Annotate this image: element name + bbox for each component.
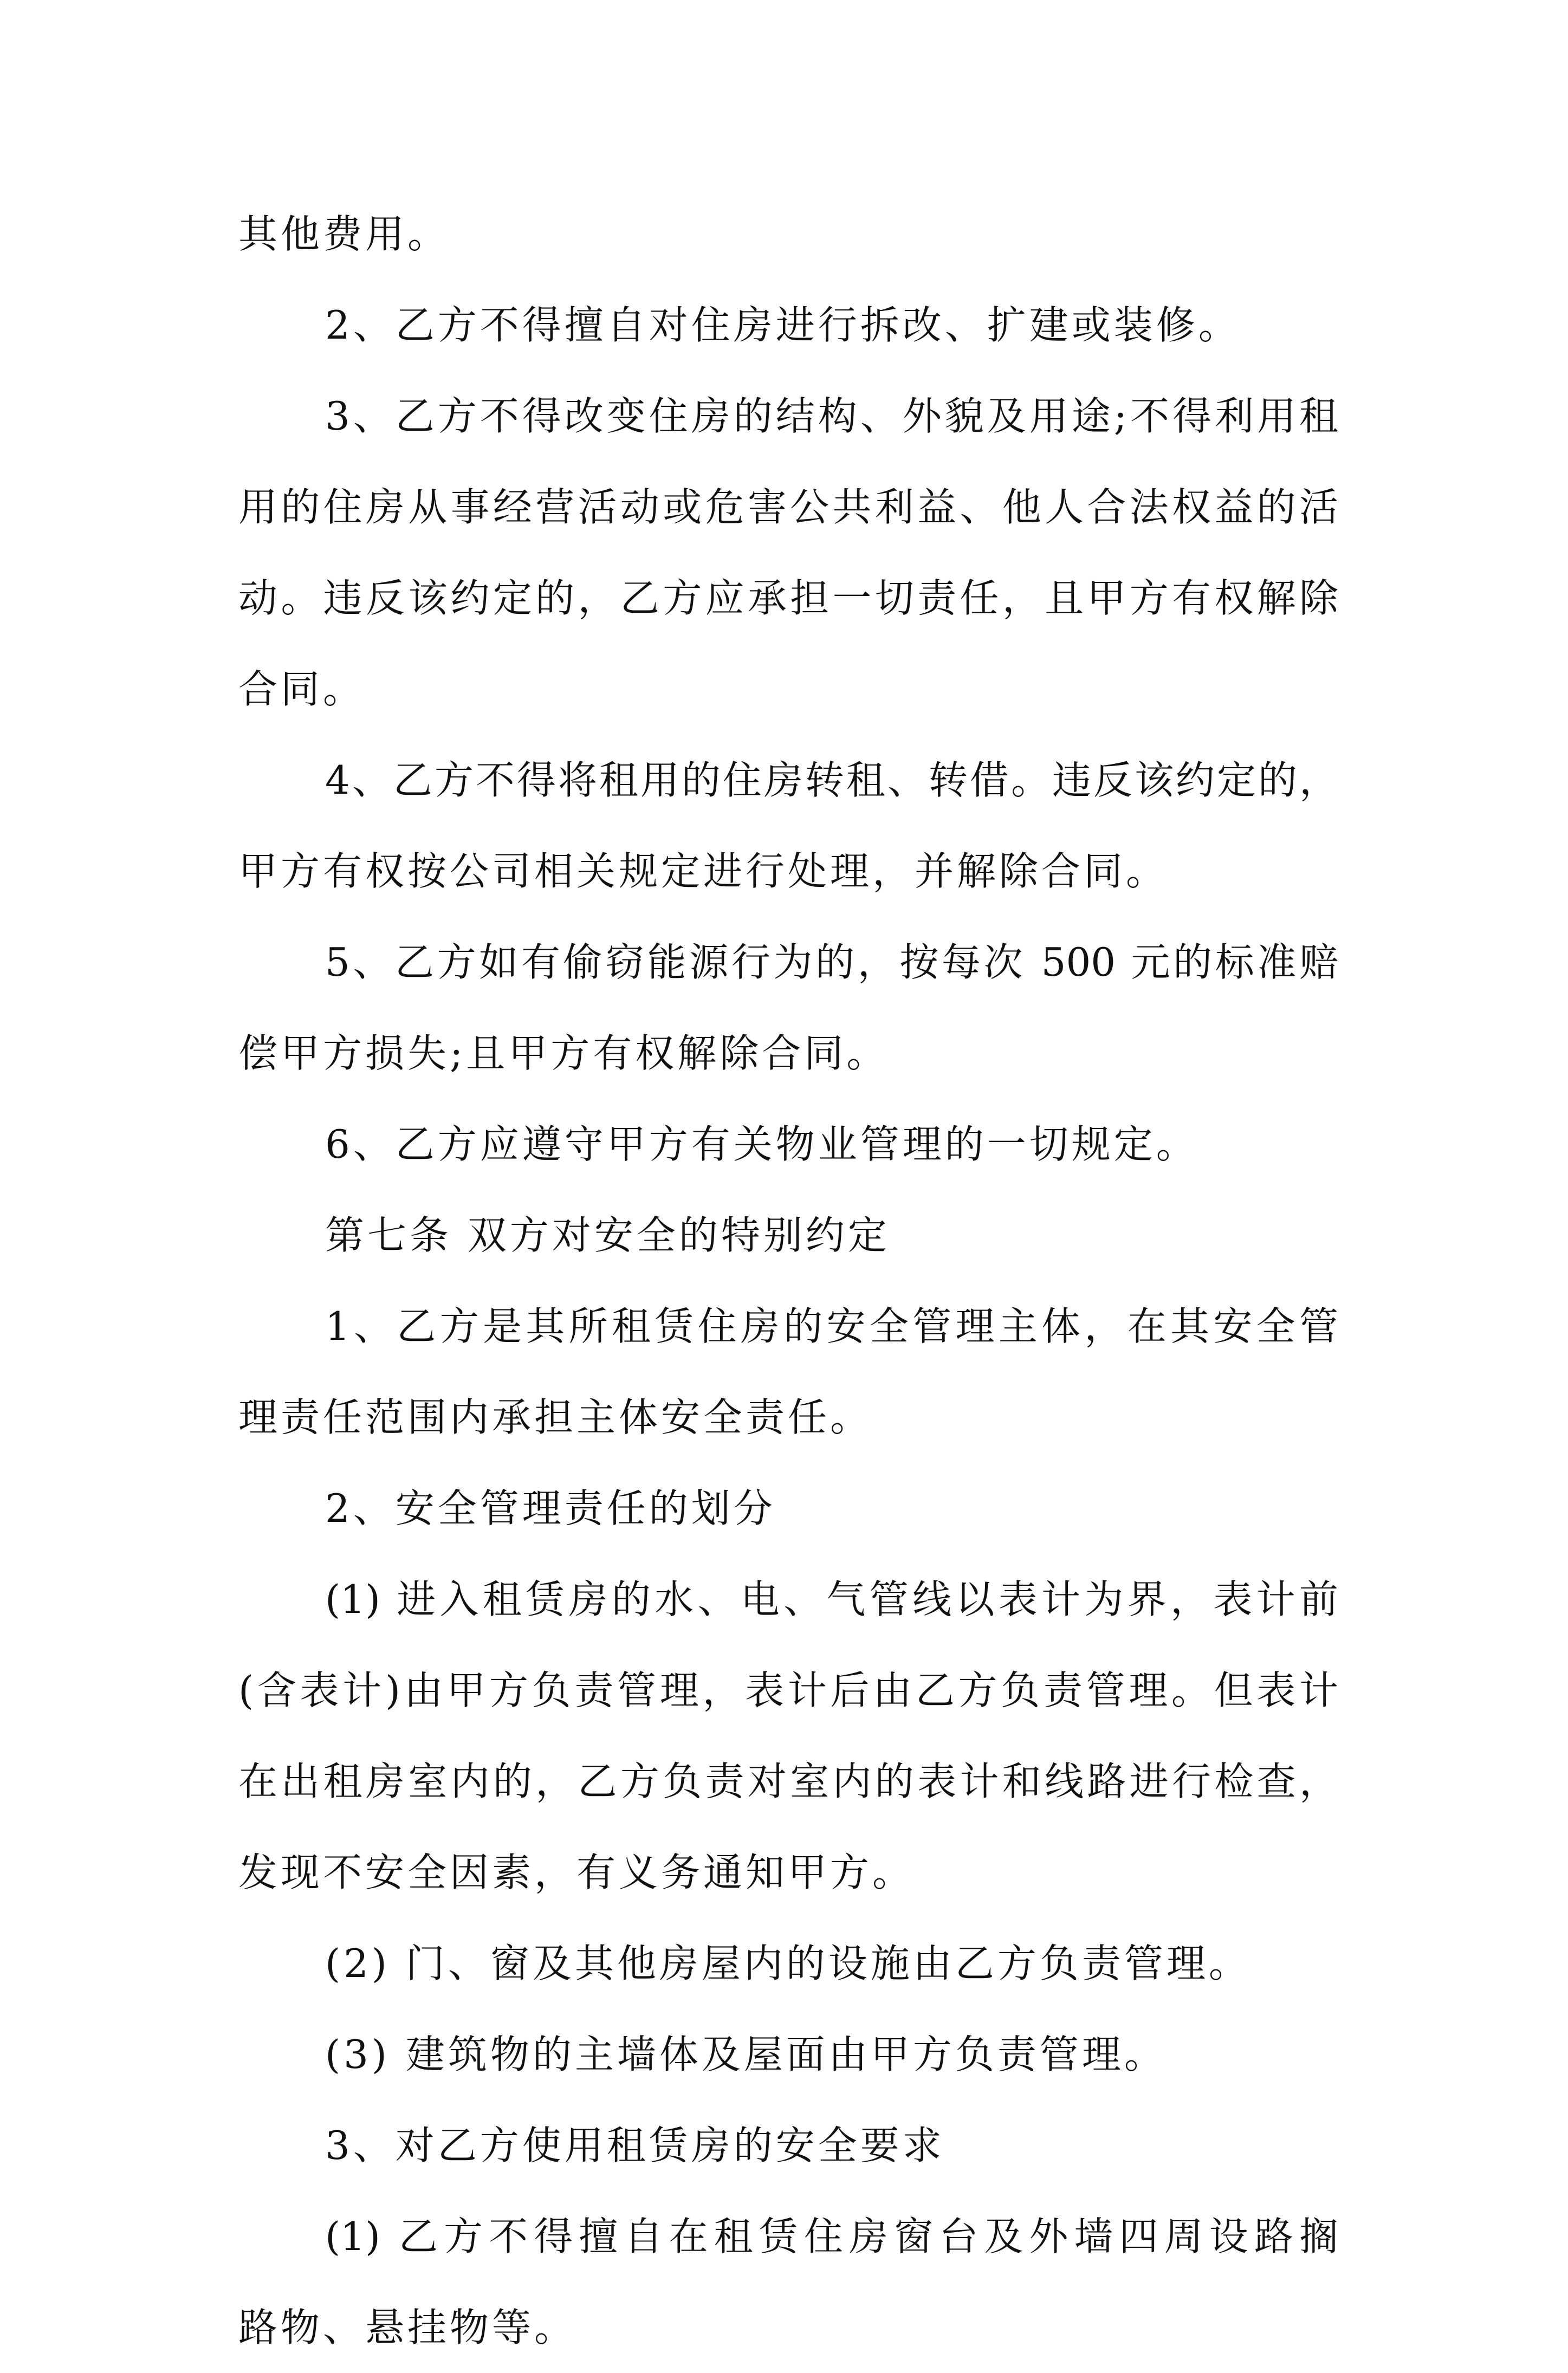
paragraph-line: 6、乙方应遵守甲方有关物业管理的一切规定。 [325,1121,1198,1167]
section-heading: 第七条 双方对安全的特别约定 [325,1213,890,1258]
paragraph-line: 理责任范围内承担主体安全责任。 [238,1395,873,1440]
paragraph-line: 甲方有权按公司相关规定进行处理，并解除合同。 [238,848,1169,894]
paragraph-line: 2、安全管理责任的划分 [325,1486,776,1531]
paragraph-line: 3、乙方不得改变住房的结构、外貌及用途;不得利用租 [325,393,1338,439]
paragraph-line: 路物、悬挂物等。 [238,2305,577,2350]
document-body [238,189,1338,2373]
paragraph-line: 2、乙方不得擅自对住房进行拆改、扩建或装修。 [325,302,1241,348]
paragraph-line: 3、对乙方使用租赁房的安全要求 [325,2123,945,2168]
paragraph-line: (2) 门、窗及其他房屋内的设施由乙方负责管理。 [325,1941,1251,1986]
paragraph-line: 4、乙方不得将租用的住房转租、转借。违反该约定的， [325,757,1338,803]
paragraph-line: 发现不安全因素，有义务通知甲方。 [238,1850,915,1895]
paragraph-line: 合同。 [238,666,366,712]
paragraph-line: 在出租房室内的，乙方负责对室内的表计和线路进行检查， [238,1759,1338,1804]
paragraph-line: 偿甲方损失;且甲方有权解除合同。 [238,1030,889,1076]
paragraph-line: 其他费用。 [238,211,450,257]
paragraph-line: 1、乙方是其所租赁住房的安全管理主体，在其安全管 [325,1304,1338,1349]
paragraph-line: 5、乙方如有偷窃能源行为的，按每次 500 元的标准赔 [325,939,1338,985]
paragraph-line: (1) 进入租赁房的水、电、气管线以表计为界，表计前 [325,1577,1338,1622]
paragraph-line: (1) 乙方不得擅自在租赁住房窗台及外墙四周设路搁 [325,2214,1338,2259]
paragraph-line: (3) 建筑物的主墙体及屋面由甲方负责管理。 [325,2032,1167,2077]
paragraph-line: 动。违反该约定的，乙方应承担一切责任，且甲方有权解除 [238,575,1338,621]
paragraph-line: (含表计)由甲方负责管理，表计后由乙方负责管理。但表计 [238,1668,1338,1713]
paragraph-line: 用的住房从事经营活动或危害公共利益、他人合法权益的活 [238,484,1338,530]
